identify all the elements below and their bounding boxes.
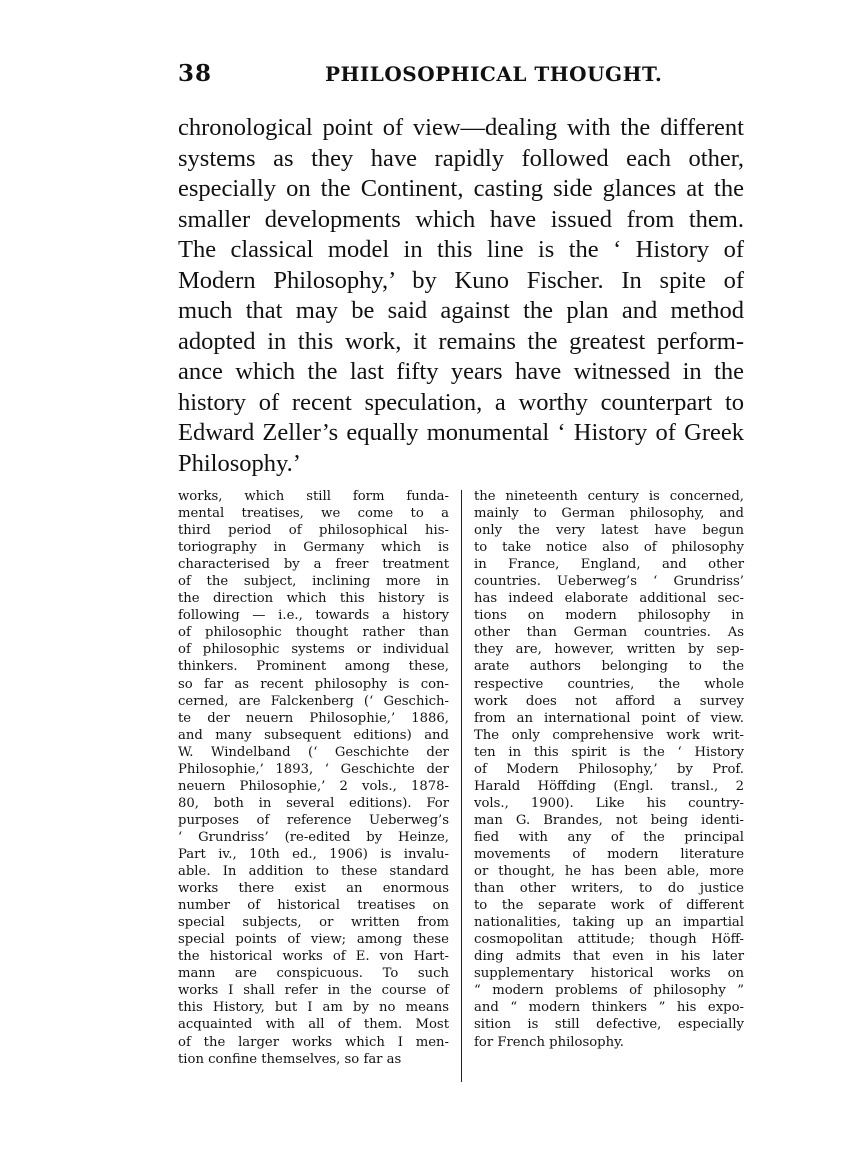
column-divider <box>461 490 462 1082</box>
footnote-line: number of historical treatises on <box>178 898 449 914</box>
footnote-line: respective countries, the whole <box>474 676 744 692</box>
footnote-line: special subjects, or written from <box>178 915 449 931</box>
footnote-line: of philosophic thought rather than <box>178 625 449 641</box>
footnote-line: mann are conspicuous. To such <box>178 966 449 982</box>
text-line: smaller developments which have issued from them. <box>178 205 744 233</box>
footnote-line: acquainted with all of them. Most <box>178 1017 449 1033</box>
footnote-line: the historical works of E. von Hart- <box>178 949 449 965</box>
footnote-line: ding admits that even in his later <box>474 949 744 965</box>
footnote-line: the direction which this history is <box>178 591 449 607</box>
footnote-line: man G. Brandes, not being identi- <box>474 812 744 828</box>
footnote-line: mainly to German philosophy, and <box>474 506 744 522</box>
footnote-line: ten in this spirit is the ‘ History <box>474 744 744 760</box>
footnote-line: arate authors belonging to the <box>474 659 744 675</box>
text-line: Edward Zeller’s equally monumental ‘ History of Greek <box>178 419 744 446</box>
footnote-line: ‘ Grundriss’ (re-edited by Heinze, <box>178 829 449 845</box>
footnote-line: from an international point of view. <box>474 710 744 726</box>
footnote-line: vols., 1900). Like his country- <box>474 795 744 811</box>
footnote-line: Part iv., 10th ed., 1906) is invalu- <box>178 846 449 862</box>
text-line: The classical model in this line is the ‘ History of <box>178 236 744 263</box>
text-line: history of recent speculation, a worthy counterpart to <box>178 388 744 416</box>
footnote-line: has indeed elaborate additional sec- <box>474 591 744 607</box>
main-text <box>178 113 744 479</box>
footnote-line: of the larger works which I men- <box>178 1034 449 1050</box>
text-line: systems as they have rapidly followed each other, <box>178 144 744 172</box>
footnote-line: this History, but I am by no means <box>178 1000 449 1016</box>
text-line: especially on the Continent, casting side glances at the <box>178 175 744 202</box>
footnote-right-column <box>474 488 744 1051</box>
footnote-line: “ modern problems of philosophy ” <box>474 983 744 999</box>
footnote-line: Philosophie,’ 1893, ‘ Geschichte der <box>178 761 449 777</box>
footnote-line: supplementary historical works on <box>474 966 744 982</box>
footnote-line: or thought, he has been able, more <box>474 864 744 880</box>
footnote-line: the nineteenth century is concerned, <box>474 489 744 504</box>
footnote-line: The only comprehensive work writ- <box>474 727 744 743</box>
footnote-line: mental treatises, we come to a <box>178 506 449 522</box>
footnote-line: nationalities, taking up an impartial <box>474 915 744 931</box>
footnote-line: fied with any of the principal <box>474 829 744 845</box>
text-line: adopted in this work, it remains the greatest perform- <box>178 327 744 355</box>
footnote-line: following — i.e., towards a history <box>178 608 449 624</box>
footnote-line: only the very latest have begun <box>474 523 744 539</box>
footnote-line: special points of view; among these <box>178 932 449 948</box>
footnote-line: neuern Philosophie,’ 2 vols., 1878- <box>178 778 449 794</box>
footnote-line: of Modern Philosophy,’ by Prof. <box>474 761 744 777</box>
footnote-line: and “ modern thinkers ” his expo- <box>474 1000 744 1016</box>
footnote-line: of philosophic systems or individual <box>178 642 449 658</box>
text-line: Modern Philosophy,’ by Kuno Fischer. In spite of <box>178 266 744 294</box>
footnote-line: W. Windelband (‘ Geschichte der <box>178 744 449 760</box>
footnote-left-column <box>178 488 449 1068</box>
footnote-line: third period of philosophical his- <box>178 523 449 539</box>
footnote-line: toriography in Germany which is <box>178 540 449 556</box>
footnote-line: characterised by a freer treatment <box>178 557 449 573</box>
footnote-line: countries. Ueberweg’s ‘ Grundriss’ <box>474 574 744 590</box>
footnote-line: and many subsequent editions) and <box>178 727 449 743</box>
footnote-line: te der neuern Philosophie,’ 1886, <box>178 710 449 726</box>
footnote-line: movements of modern literature <box>474 846 744 862</box>
footnote-line: to the separate work of different <box>474 898 744 914</box>
footnote-line: tion confine themselves, so far as <box>178 1051 402 1067</box>
footnote-line: thinkers. Prominent among these, <box>178 659 449 675</box>
footnote-line: of the subject, inclining more in <box>178 574 449 590</box>
footnote-line: sition is still defective, especially <box>474 1017 744 1033</box>
text-line: much that may be said against the plan and method <box>178 297 744 324</box>
footnote-line: Harald Höffding (Engl. transl., 2 <box>474 778 744 794</box>
text-line: chronological point of view—dealing with the different <box>178 114 744 141</box>
footnote-line: for French philosophy. <box>474 1034 624 1050</box>
footnote-line: than other writers, to do justice <box>474 881 744 897</box>
footnote-line: 80, both in several editions). For <box>178 795 449 811</box>
footnote-line: in France, England, and other <box>474 557 744 573</box>
footnote-line: purposes of reference Ueberweg’s <box>178 812 449 828</box>
footnote-line: to take notice also of philosophy <box>474 540 744 556</box>
page-number: 38 <box>178 60 213 87</box>
text-line: Philosophy.’ <box>178 449 301 477</box>
footnote-line: other than German countries. As <box>474 625 744 641</box>
footnote-line: works I shall refer in the course of <box>178 983 449 999</box>
footnote-line: works there exist an enormous <box>178 881 449 897</box>
footnote-line: works, which still form funda- <box>178 489 449 504</box>
text-line: ance which the last fifty years have witnessed in the <box>178 358 744 385</box>
footnote-line: they are, however, written by sep- <box>474 642 744 658</box>
footnote-line: cerned, are Falckenberg (‘ Geschich- <box>178 693 449 709</box>
footnote-line: tions on modern philosophy in <box>474 608 744 624</box>
running-head: PHILOSOPHICAL THOUGHT. <box>325 62 663 86</box>
footnote-line: able. In addition to these standard <box>178 864 449 880</box>
footnote-line: so far as recent philosophy is con- <box>178 676 449 692</box>
footnote-line: work does not afford a survey <box>474 693 744 709</box>
footnote-line: cosmopolitan attitude; though Höff- <box>474 932 744 948</box>
